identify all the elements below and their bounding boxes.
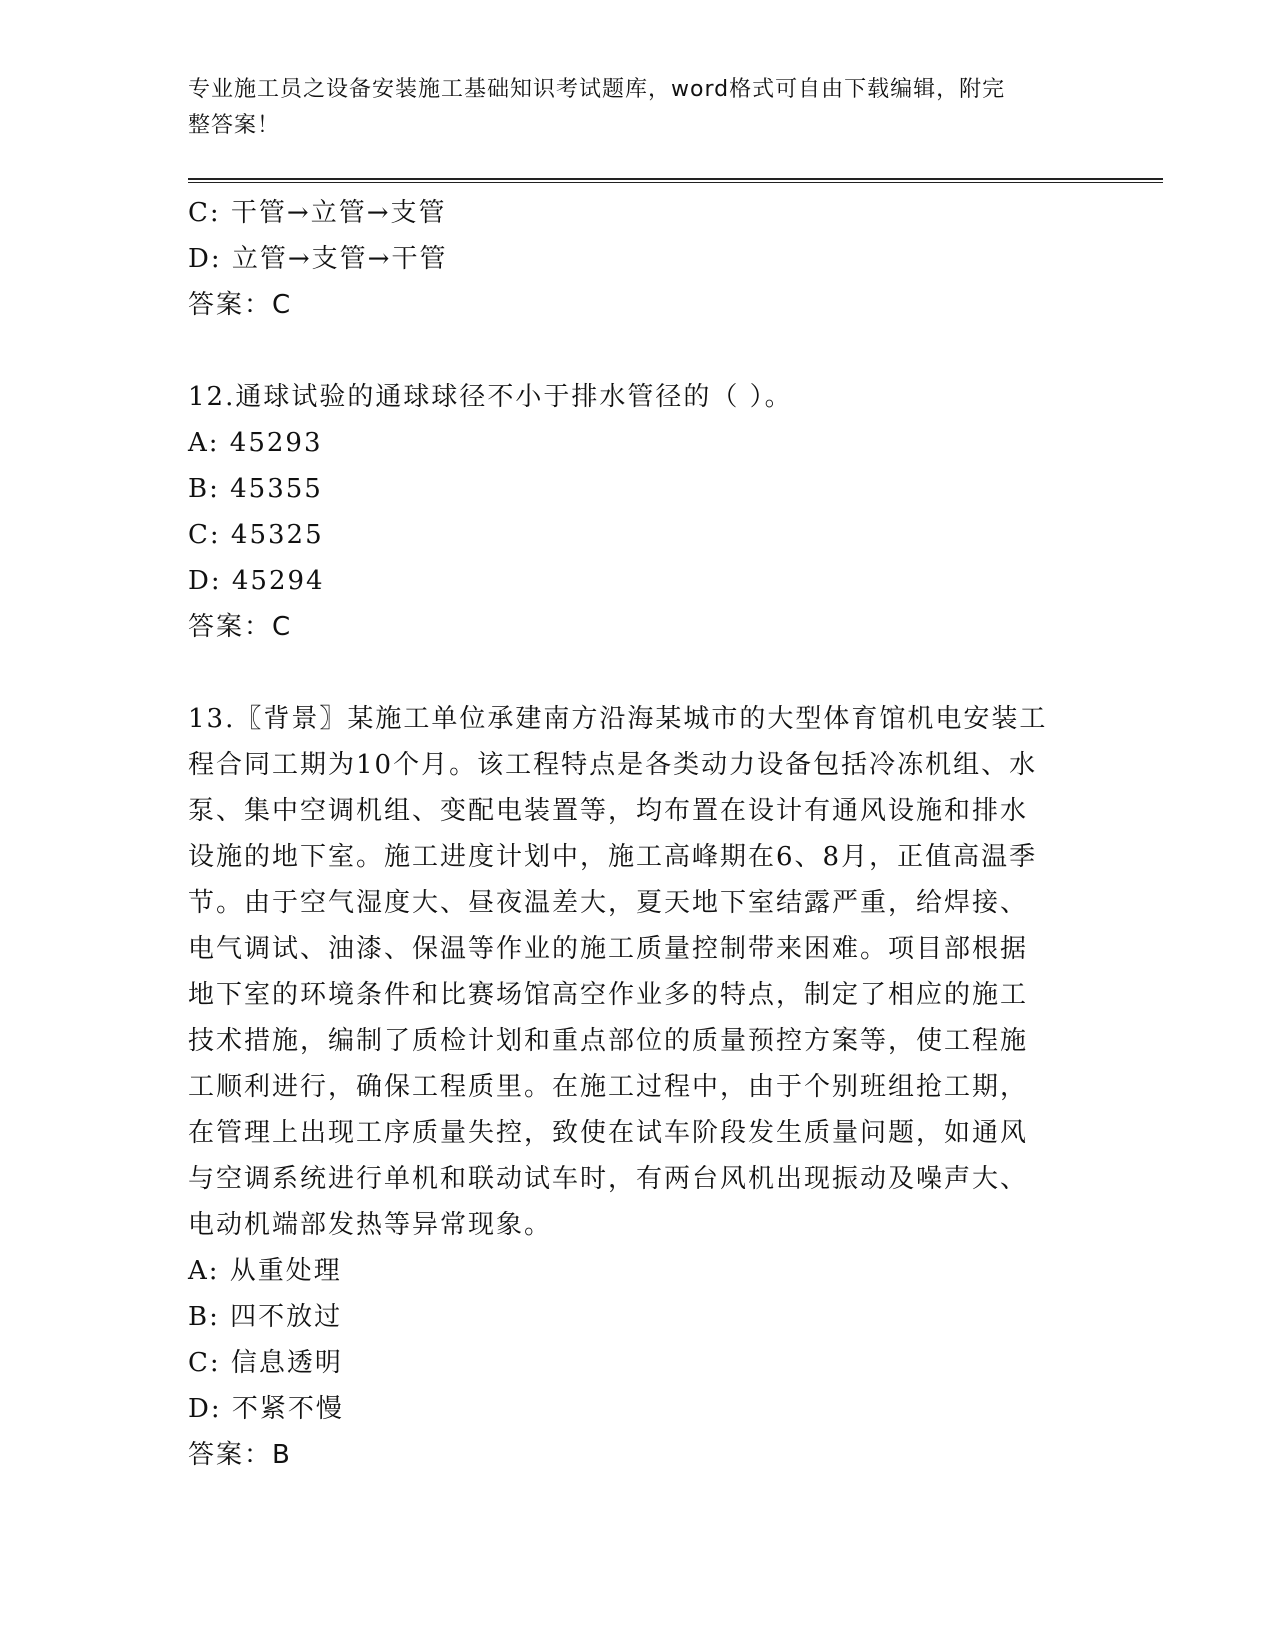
page-header [188, 72, 1068, 144]
answer-line: 答案：C [188, 612, 293, 642]
question-13 [188, 696, 1088, 1478]
question-stem [188, 696, 1088, 1248]
stem-line: 电气调试、油漆、保温等作业的施工质量控制带来困难。项目部根据 [188, 934, 1029, 964]
stem-line: 地下室的环境条件和比赛场馆高空作业多的特点，制定了相应的施工 [188, 980, 1029, 1010]
answer-line: 答案：C [188, 290, 293, 320]
header-line-1: 专业施工员之设备安装施工基础知识考试题库，word格式可自由下载编辑，附完 [188, 77, 1006, 102]
question-11 [188, 190, 1088, 328]
option-a: A: 从重处理 [188, 1256, 342, 1286]
stem-line: 13.〖背景〗某施工单位承建南方沿海某城市的大型体育馆机电安装工 [188, 704, 1048, 734]
stem-line: 在管理上出现工序质量失控，致使在试车阶段发生质量问题，如通风 [188, 1118, 1029, 1148]
stem-line: 设施的地下室。施工进度计划中，施工高峰期在6、8月，正值高温季 [188, 842, 1038, 872]
option-b: B: 45355 [188, 474, 323, 504]
answer-line: 答案：B [188, 1440, 292, 1470]
option-c: C: 信息透明 [188, 1348, 343, 1378]
stem-line: 技术措施，编制了质检计划和重点部位的质量预控方案等，使工程施 [188, 1026, 1029, 1056]
stem-line: 泵、集中空调机组、变配电装置等，均布置在设计有通风设施和排水 [188, 796, 1029, 826]
spacer [188, 650, 1088, 696]
option-d: D: 不紧不慢 [188, 1394, 344, 1424]
option-d: D: 立管→支管→干管 [188, 244, 448, 274]
option-b: B: 四不放过 [188, 1302, 343, 1332]
question-12 [188, 374, 1088, 650]
option-c: C: 干管→立管→支管 [188, 198, 447, 228]
stem-line: 电动机端部发热等异常现象。 [188, 1210, 553, 1240]
document-body [188, 190, 1088, 1478]
stem-line: 与空调系统进行单机和联动试车时，有两台风机出现振动及噪声大、 [188, 1164, 1029, 1194]
header-divider [188, 178, 1163, 183]
stem-line: 节。由于空气湿度大、昼夜温差大，夏天地下室结露严重，给焊接、 [188, 888, 1029, 918]
header-line-2: 整答案！ [188, 113, 281, 138]
question-stem: 12.通球试验的通球球径不小于排水管径的（ ）。 [188, 382, 793, 412]
spacer [188, 328, 1088, 374]
stem-line: 程合同工期为10个月。该工程特点是各类动力设备包括冷冻机组、水 [188, 750, 1038, 780]
option-c: C: 45325 [188, 520, 324, 550]
option-d: D: 45294 [188, 566, 325, 596]
stem-line: 工顺利进行，确保工程质里。在施工过程中，由于个别班组抢工期， [188, 1072, 1029, 1102]
option-a: A: 45293 [188, 428, 323, 458]
